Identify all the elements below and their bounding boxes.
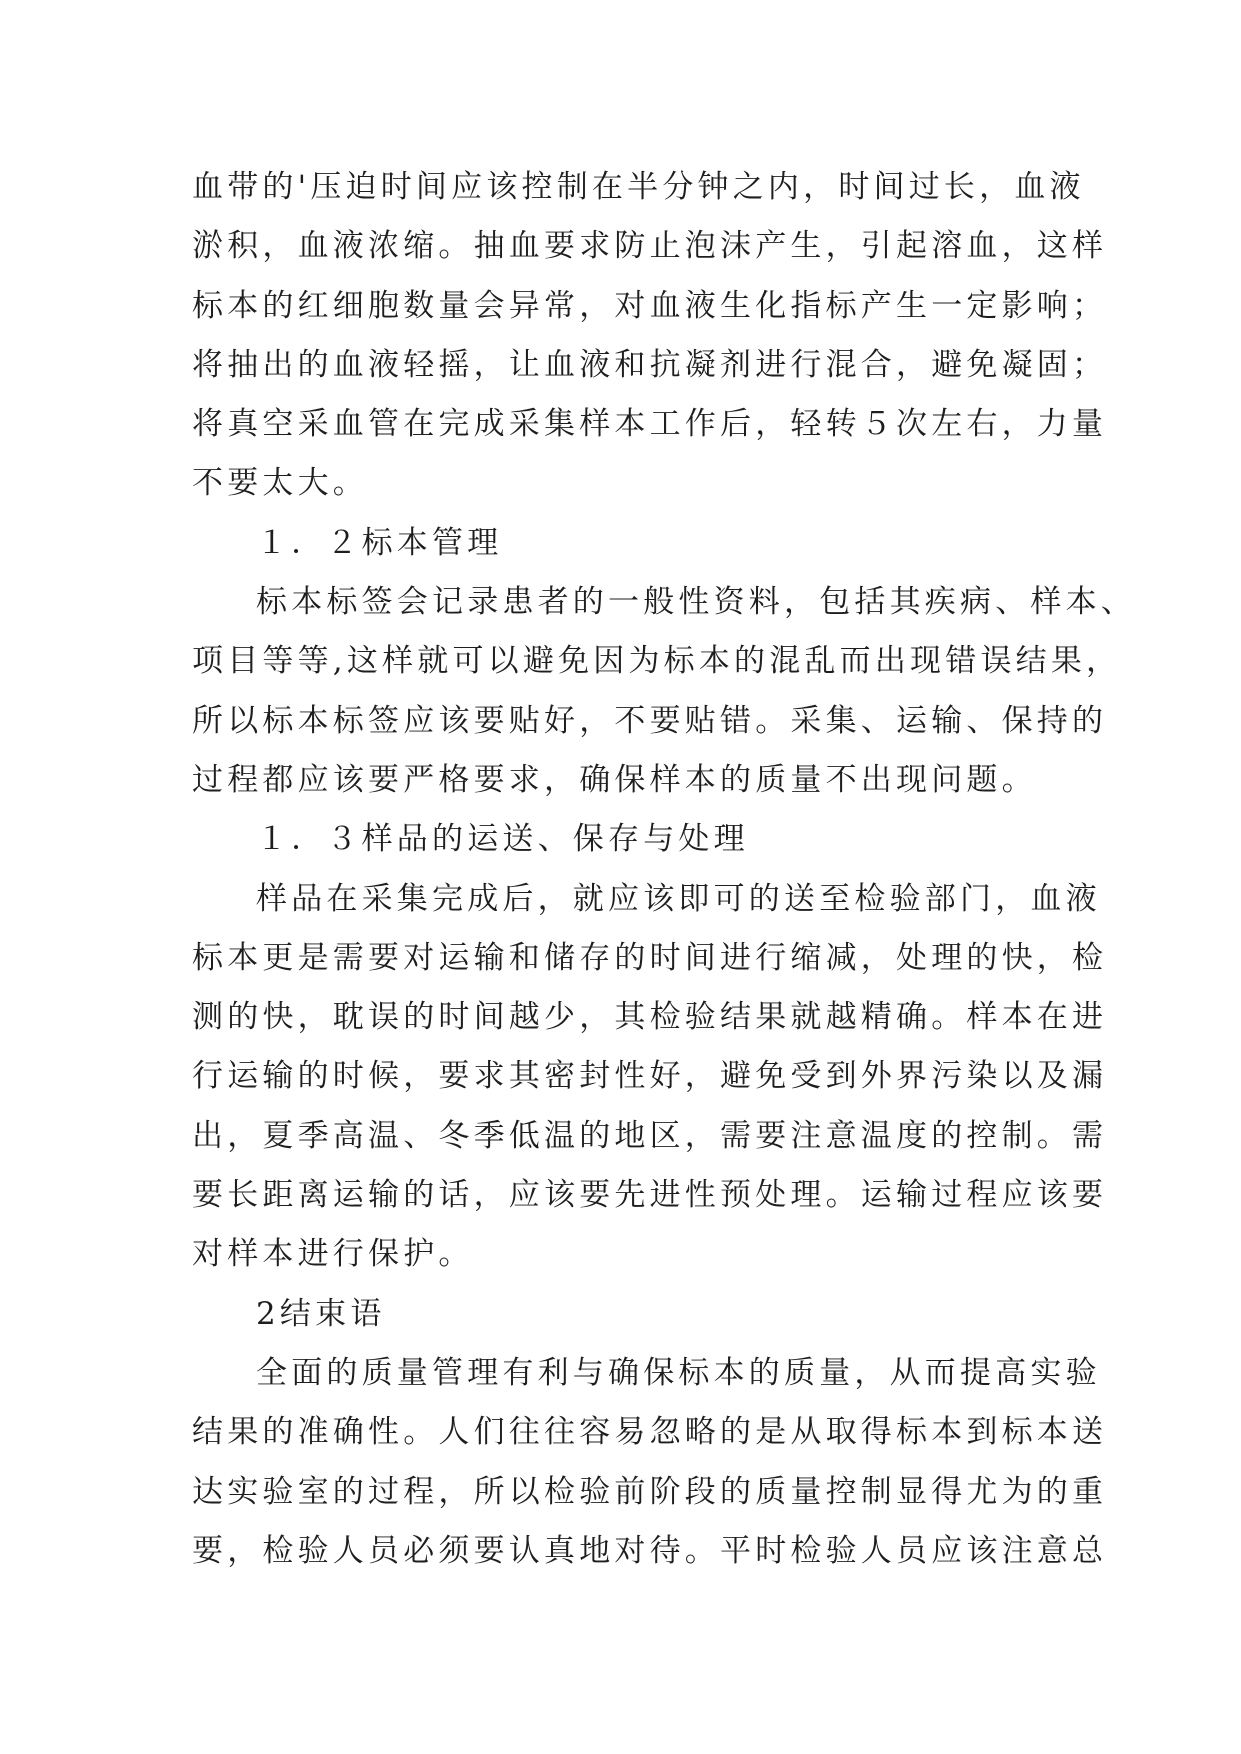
paragraph-first-line: 全面的质量管理有利与确保标本的质量，从而提高实验: [256, 1354, 1101, 1391]
text-line: 将真空采血管在完成采集样本工作后，轻转５次左右，力量: [192, 406, 1108, 443]
text-line: 标本更是需要对运输和储存的时间进行缩减，处理的快，检: [192, 939, 1108, 976]
paragraph-first-line: 样品在采集完成后，就应该即可的送至检验部门，血液: [256, 880, 1101, 917]
section-heading-1-3: １．３样品的运送、保存与处理: [256, 821, 749, 858]
text-line: 将抽出的血液轻摇，让血液和抗凝剂进行混合，避免凝固；: [192, 346, 1108, 383]
text-line: 淤积，血液浓缩。抽血要求防止泡沫产生，引起溶血，这样: [192, 228, 1108, 265]
text-line: 行运输的时候，要求其密封性好，避免受到外界污染以及漏: [192, 1058, 1108, 1095]
text-line: 测的快，耽误的时间越少，其检验结果就越精确。样本在进: [192, 999, 1108, 1036]
text-line: 不要太大。: [192, 465, 368, 502]
text-line: 要，检验人员必须要认真地对待。平时检验人员应该注意总: [192, 1532, 1108, 1569]
section-heading-1-2: １．２标本管理: [256, 524, 503, 561]
text-line: 达实验室的过程，所以检验前阶段的质量控制显得尤为的重: [192, 1473, 1108, 1510]
paragraph-first-line: 标本标签会记录患者的一般性资料，包括其疾病、样本、: [256, 584, 1136, 621]
text-line: 结果的准确性。人们往往容易忽略的是从取得标本到标本送: [192, 1414, 1108, 1451]
body-text: [192, 158, 1136, 1581]
text-line: 对样本进行保护。: [192, 1236, 474, 1273]
text-line: 项目等等,这样就可以避免因为标本的混乱而出现错误结果，: [192, 643, 1122, 680]
text-line: 要长距离运输的话，应该要先进性预处理。运输过程应该要: [192, 1177, 1108, 1214]
text-line: 出，夏季高温、冬季低温的地区，需要注意温度的控制。需: [192, 1117, 1108, 1154]
text-line: 过程都应该要严格要求，确保样本的质量不出现问题。: [192, 761, 1037, 798]
section-heading-2: 2结束语: [256, 1295, 386, 1332]
text-line: 血带的'压迫时间应该控制在半分钟之内，时间过长，血液: [192, 169, 1085, 205]
text-line: 标本的红细胞数量会异常，对血液生化指标产生一定影响；: [192, 287, 1108, 324]
text-line: 所以标本标签应该要贴好，不要贴错。采集、运输、保持的: [192, 702, 1108, 739]
